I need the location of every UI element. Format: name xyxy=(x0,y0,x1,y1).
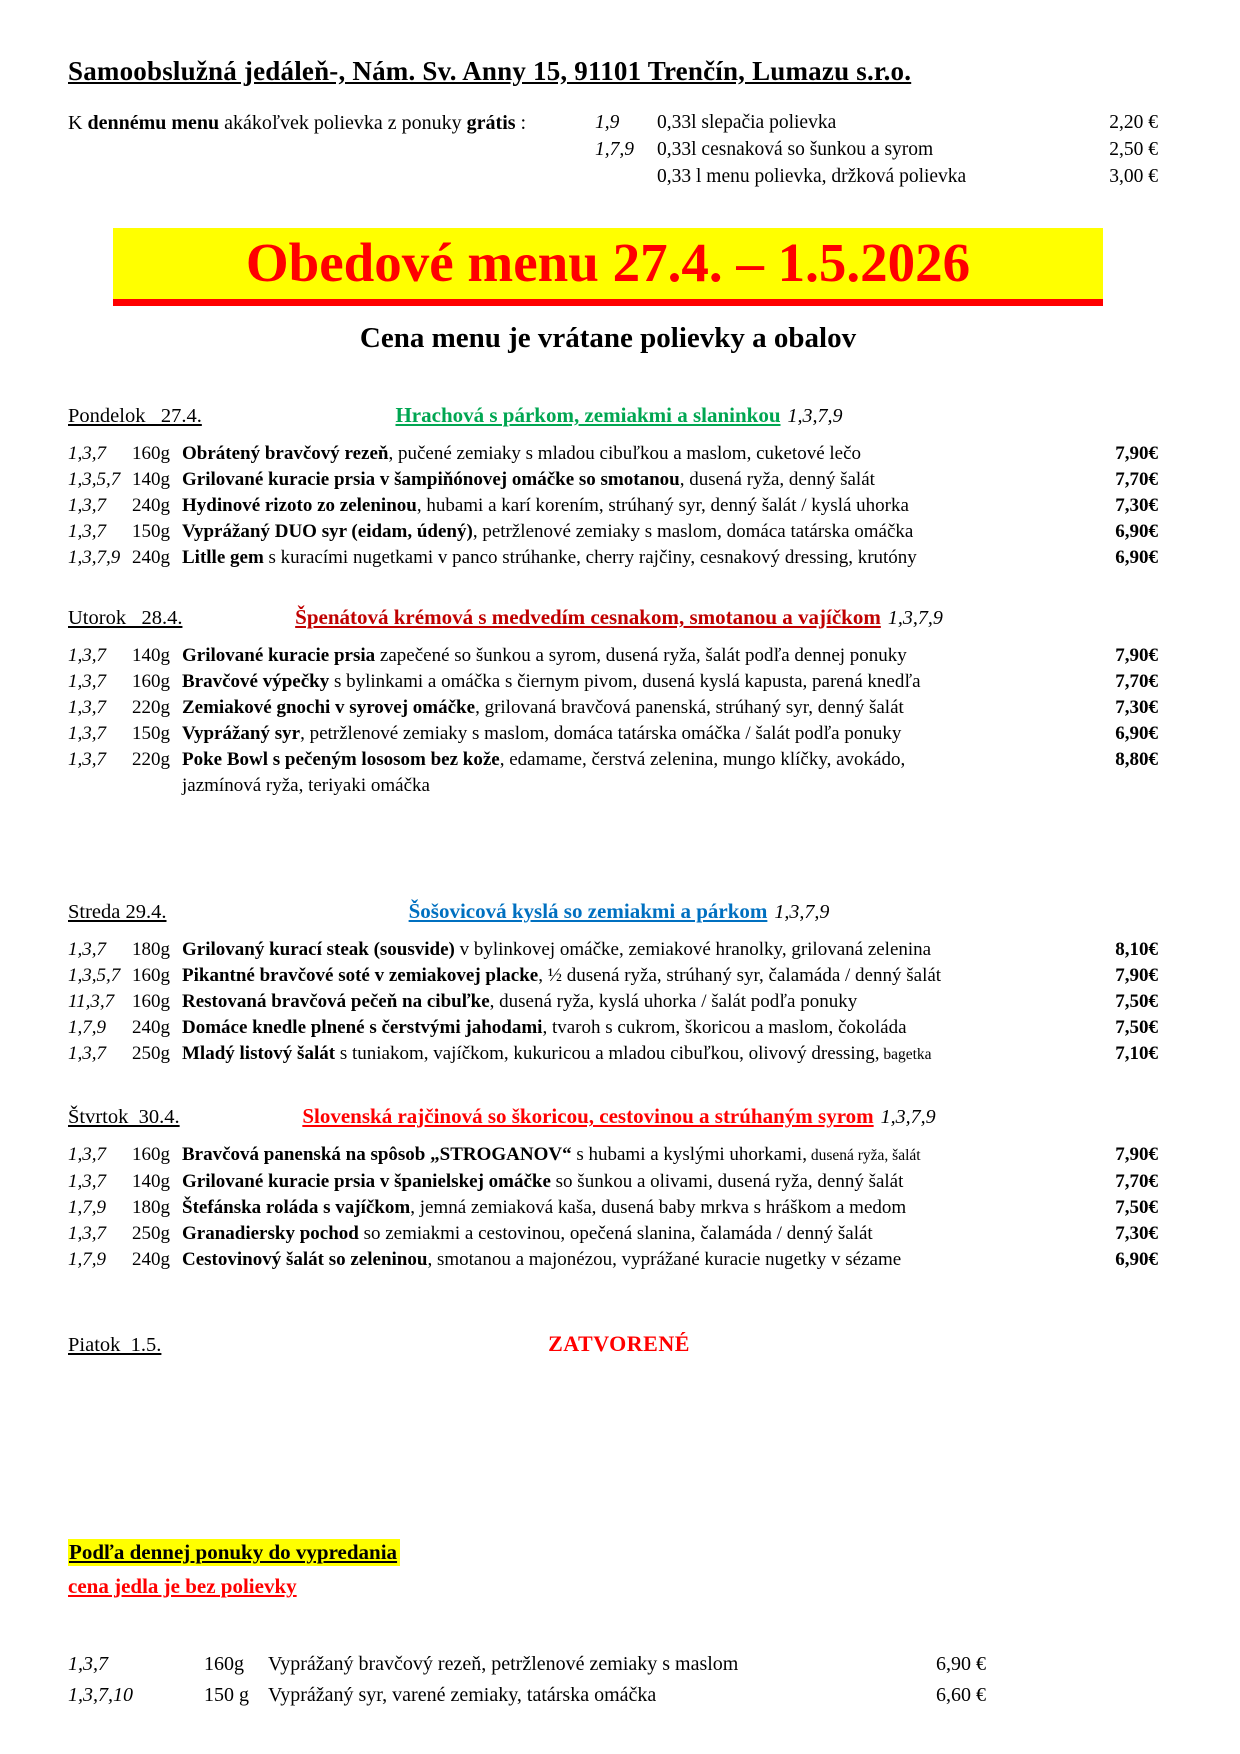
item-price: 6,90€ xyxy=(1115,547,1158,568)
item-allergens: 1,7,9 xyxy=(68,1017,106,1038)
item-rest: s kuracími nugetkami v panco strúhanke, cherry rajčiny, cesnakový dressing, krutóny xyxy=(263,547,917,568)
footer-note-availability: Podľa dennej ponuky do vypredania xyxy=(68,1539,400,1566)
closed-day-row xyxy=(68,1331,1158,1357)
item-weight: 220g xyxy=(132,697,170,718)
item-allergens: 1,3,7 xyxy=(68,1144,106,1165)
day-items xyxy=(68,441,1158,571)
menu-item-row xyxy=(68,963,1158,989)
item-weight: 160g xyxy=(132,991,170,1012)
menu-item-row xyxy=(68,519,1158,545)
soup-offer-intro xyxy=(68,109,595,190)
menu-item-row xyxy=(68,1247,1158,1273)
item-price: 8,80€ xyxy=(1115,749,1158,770)
item-allergens: 1,3,7 xyxy=(68,671,106,692)
footer-section xyxy=(68,1535,1158,1711)
item-description xyxy=(182,669,1096,695)
item-name: Granadiersky pochod xyxy=(182,1223,359,1244)
closed-day-name: Piatok 1.5. xyxy=(68,1334,162,1356)
item-description xyxy=(182,441,1096,467)
item-description xyxy=(182,1015,1096,1041)
item-allergens: 1,3,7 xyxy=(68,1043,106,1064)
footer-item-weight: 160g xyxy=(204,1653,244,1675)
menu-item-row xyxy=(68,467,1158,493)
item-price: 7,50€ xyxy=(1115,1017,1158,1038)
day-name: Streda 29.4. xyxy=(68,901,167,923)
day-soup-wrap xyxy=(210,1104,1158,1129)
item-name: Štefánska roláda s vajíčkom xyxy=(182,1197,411,1218)
footer-item-weight: 150 g xyxy=(204,1684,249,1706)
item-weight: 250g xyxy=(132,1223,170,1244)
days-container xyxy=(68,403,1158,1273)
item-name: Grilovaný kurací steak (sousvide) xyxy=(182,939,455,960)
footer-items-list xyxy=(68,1649,1158,1711)
item-weight: 240g xyxy=(132,547,170,568)
item-rest: , ½ dusená ryža, strúhaný syr, čalamáda / denný šalát xyxy=(538,965,942,986)
item-description xyxy=(182,643,1096,669)
item-rest: s tuniakom, vajíčkom, kukuricou a mladou cibuľkou, olivový dressing, xyxy=(335,1043,880,1064)
day-header xyxy=(68,1104,1158,1129)
item-allergens: 1,3,7 xyxy=(68,645,106,666)
item-weight: 250g xyxy=(132,1043,170,1064)
item-weight: 240g xyxy=(132,1017,170,1038)
item-description xyxy=(182,1169,1096,1195)
item-name: Bravčová panenská na spôsob „STROGANOV“ xyxy=(182,1144,572,1165)
soup-option-row xyxy=(595,163,1158,190)
item-allergens: 1,3,7 xyxy=(68,495,106,516)
day-name: Štvrtok 30.4. xyxy=(68,1106,180,1128)
item-price: 7,70€ xyxy=(1115,1171,1158,1192)
item-allergens: 1,3,7 xyxy=(68,443,106,464)
menu-title-banner xyxy=(113,228,1103,306)
menu-item-row xyxy=(68,669,1158,695)
item-name: Domáce knedle plnené s čerstvými jahodami xyxy=(182,1017,543,1038)
soup-options-list xyxy=(595,109,1158,190)
item-rest: , petržlenové zemiaky s maslom, domáca tatárska omáčka xyxy=(472,521,914,542)
item-rest: , pučené zemiaky s mladou cibuľkou a maslom, cuketové lečo xyxy=(388,443,862,464)
item-description xyxy=(182,1247,1096,1273)
item-rest: , jemná zemiaková kaša, dusená baby mrkva s hráškom a medom xyxy=(410,1197,907,1218)
item-weight: 150g xyxy=(132,723,170,744)
menu-item-row xyxy=(68,1221,1158,1247)
day-section xyxy=(68,899,1158,1068)
item-rest: s bylinkami a omáčka s čiernym pivom, dusená kyslá kapusta, parená knedľa xyxy=(329,671,921,692)
menu-item-row xyxy=(68,1142,1158,1169)
item-rest: v bylinkovej omáčke, zemiakové hranolky, grilovaná zelenina xyxy=(454,939,932,960)
day-soup-allergens: 1,3,7,9 xyxy=(787,405,843,427)
item-allergens: 1,3,7 xyxy=(68,723,106,744)
item-weight: 240g xyxy=(132,1249,170,1270)
page-title: Samoobslužná jedáleň-, Nám. Sv. Anny 15, 91101 Trenčín, Lumazu s.r.o. xyxy=(68,56,912,86)
item-name: Grilované kuracie prsia v šampiňónovej omáčke so smotanou xyxy=(182,469,680,490)
item-allergens: 1,3,7 xyxy=(68,697,106,718)
item-rest: , dusená ryža, denný šalát xyxy=(679,469,875,490)
day-items xyxy=(68,643,1158,799)
day-name: Pondelok 27.4. xyxy=(68,405,202,427)
day-items xyxy=(68,937,1158,1068)
soup-option-row xyxy=(595,136,1158,163)
soup-option-price: 2,50 € xyxy=(1109,139,1158,160)
item-rest: , petržlenové zemiaky s maslom, domáca tatárska omáčka / šalát podľa ponuky xyxy=(300,723,902,744)
item-rest: , tvaroh s cukrom, škoricou a maslom, čokoláda xyxy=(542,1017,907,1038)
item-rest: so šunkou a olivami, dusená ryža, denný šalát xyxy=(550,1171,904,1192)
menu-item-row xyxy=(68,747,1158,799)
item-rest: , grilovaná bravčová panenská, strúhaný syr, denný šalát xyxy=(475,697,904,718)
day-soup-allergens: 1,3,7,9 xyxy=(774,901,830,923)
item-rest: , smotanou a majonézou, vyprážané kuracie nugetky v sézame xyxy=(427,1249,902,1270)
item-rest-line2: jazmínová ryža, teriyaki omáčka xyxy=(182,775,430,796)
soup-option-name: 0,33l slepačia polievka xyxy=(657,112,837,133)
day-soup-title: Špenátová krémová s medvedím cesnakom, smotanou a vajíčkom xyxy=(295,605,881,629)
item-rest-small: dusená ryža, šalát xyxy=(806,1147,921,1164)
soup-option-allergens xyxy=(595,163,657,190)
day-soup-allergens: 1,3,7,9 xyxy=(880,1106,936,1128)
item-rest: s hubami a kyslými uhorkami, xyxy=(571,1144,807,1165)
footer-note-line-2 xyxy=(68,1569,1158,1603)
item-allergens: 1,3,5,7 xyxy=(68,965,121,986)
day-soup-wrap xyxy=(210,899,1158,924)
item-rest-small: bagetka xyxy=(879,1046,932,1063)
item-description xyxy=(182,747,1096,799)
footer-item-row xyxy=(68,1680,1158,1711)
item-description xyxy=(182,1195,1096,1221)
item-weight: 140g xyxy=(132,1171,170,1192)
item-rest: , dusená ryža, kyslá uhorka / šalát podľa ponuky xyxy=(489,991,858,1012)
item-price: 6,90€ xyxy=(1115,1249,1158,1270)
item-allergens: 1,3,7,9 xyxy=(68,547,121,568)
item-description xyxy=(182,1142,1096,1169)
menu-item-row xyxy=(68,937,1158,963)
item-description xyxy=(182,721,1096,747)
day-soup-wrap xyxy=(210,605,1158,630)
day-header xyxy=(68,403,1158,428)
menu-item-row xyxy=(68,643,1158,669)
item-price: 7,50€ xyxy=(1115,991,1158,1012)
soup-option-name: 0,33l cesnaková so šunkou a syrom xyxy=(657,139,934,160)
menu-item-row xyxy=(68,1169,1158,1195)
footer-item-allergens: 1,3,7,10 xyxy=(68,1684,133,1706)
item-price: 7,30€ xyxy=(1115,697,1158,718)
item-name: Zemiakové gnochi v syrovej omáčke xyxy=(182,697,476,718)
item-price: 7,70€ xyxy=(1115,671,1158,692)
footer-item-price: 6,90 € xyxy=(936,1653,986,1675)
item-weight: 160g xyxy=(132,443,170,464)
item-price: 7,90€ xyxy=(1115,965,1158,986)
item-name: Bravčové výpečky xyxy=(182,671,330,692)
item-allergens: 1,3,7 xyxy=(68,521,106,542)
item-name: Vyprážaný syr xyxy=(182,723,301,744)
item-price: 7,90€ xyxy=(1115,645,1158,666)
item-description xyxy=(182,467,1096,493)
item-weight: 160g xyxy=(132,965,170,986)
item-allergens: 1,7,9 xyxy=(68,1249,106,1270)
item-name: Hydinové rizoto zo zeleninou xyxy=(182,495,417,516)
item-description xyxy=(182,493,1096,519)
soup-option-price: 2,20 € xyxy=(1109,112,1158,133)
day-header xyxy=(68,899,1158,924)
footer-item-name: Vyprážaný syr, varené zemiaky, tatárska omáčka xyxy=(268,1684,657,1706)
soup-intro-text-2: akákoľvek polievka z ponuky xyxy=(219,112,467,134)
item-allergens: 1,7,9 xyxy=(68,1197,106,1218)
item-allergens: 1,3,7 xyxy=(68,1223,106,1244)
item-weight: 140g xyxy=(132,469,170,490)
day-section xyxy=(68,605,1158,799)
day-soup-title: Hrachová s párkom, zemiakmi a slaninkou xyxy=(395,403,781,427)
footer-item-allergens: 1,3,7 xyxy=(68,1653,108,1675)
item-description xyxy=(182,989,1096,1015)
day-name: Utorok 28.4. xyxy=(68,607,183,629)
soup-intro-text-3: : xyxy=(515,112,527,134)
soup-option-allergens: 1,7,9 xyxy=(595,139,634,160)
day-header xyxy=(68,605,1158,630)
soup-intro-bold-2: grátis xyxy=(466,112,516,134)
item-price: 8,10€ xyxy=(1115,939,1158,960)
item-description xyxy=(182,1041,1096,1068)
soup-option-row xyxy=(595,109,1158,136)
item-description xyxy=(182,519,1096,545)
menu-item-row xyxy=(68,721,1158,747)
item-rest: so zemiakmi a cestovinou, opečená slanina, čalamáda / denný šalát xyxy=(358,1223,873,1244)
soup-option-price: 3,00 € xyxy=(1109,166,1158,187)
item-name: Cestovinový šalát so zeleninou xyxy=(182,1249,428,1270)
item-name: Poke Bowl s pečeným lososom bez kože xyxy=(182,749,500,770)
item-allergens: 1,3,7 xyxy=(68,1171,106,1192)
item-price: 7,70€ xyxy=(1115,469,1158,490)
item-allergens: 1,3,7 xyxy=(68,939,106,960)
item-rest: , edamame, čerstvá zelenina, mungo klíčky, avokádo, xyxy=(499,749,906,770)
item-description xyxy=(182,695,1096,721)
item-name: Mladý listový šalát xyxy=(182,1043,336,1064)
item-name: Obrátený bravčový rezeň xyxy=(182,443,389,464)
item-weight: 150g xyxy=(132,521,170,542)
soup-intro-bold-1: dennému menu xyxy=(87,112,220,134)
menu-item-row xyxy=(68,493,1158,519)
item-weight: 160g xyxy=(132,1144,170,1165)
menu-title-text: Obedové menu 27.4. – 1.5.2026 xyxy=(245,232,971,293)
item-rest: , hubami a karí korením, strúhaný syr, denný šalát / kyslá uhorka xyxy=(416,495,909,516)
item-price: 6,90€ xyxy=(1115,521,1158,542)
item-name: Pikantné bravčové soté v zemiakovej placke xyxy=(182,965,539,986)
menu-item-row xyxy=(68,1195,1158,1221)
item-description xyxy=(182,545,1096,571)
item-allergens: 1,3,5,7 xyxy=(68,469,121,490)
footer-item-name: Vyprážaný bravčový rezeň, petržlenové zemiaky s maslom xyxy=(268,1653,739,1675)
item-weight: 220g xyxy=(132,749,170,770)
soup-intro-text-1: K xyxy=(68,112,88,134)
menu-item-row xyxy=(68,695,1158,721)
day-items xyxy=(68,1142,1158,1273)
footer-item-row xyxy=(68,1649,1158,1680)
closed-day-label: ZATVORENÉ xyxy=(548,1331,690,1356)
item-rest: zapečené so šunkou a syrom, dusená ryža, šalát podľa dennej ponuky xyxy=(375,645,907,666)
day-soup-title: Šošovicová kyslá so zemiakmi a párkom xyxy=(408,899,768,923)
item-price: 7,90€ xyxy=(1115,443,1158,464)
item-weight: 140g xyxy=(132,645,170,666)
footer-note-line-1 xyxy=(68,1535,1158,1569)
menu-subtitle: Cena menu je vrátane polievky a obalov xyxy=(359,322,857,354)
menu-item-row xyxy=(68,1041,1158,1068)
item-name: Grilované kuracie prsia xyxy=(182,645,376,666)
item-price: 7,30€ xyxy=(1115,495,1158,516)
soup-option-allergens: 1,9 xyxy=(595,112,620,133)
day-soup-title: Slovenská rajčinová so škoricou, cestovinou a strúhaným syrom xyxy=(302,1104,874,1128)
item-name: Vyprážaný DUO syr (eidam, údený) xyxy=(182,521,473,542)
item-description xyxy=(182,963,1096,989)
menu-item-row xyxy=(68,441,1158,467)
item-weight: 160g xyxy=(132,671,170,692)
item-description xyxy=(182,1221,1096,1247)
day-section xyxy=(68,1104,1158,1273)
item-price: 6,90€ xyxy=(1115,723,1158,744)
footer-note-no-soup: cena jedla je bez polievky xyxy=(68,1574,297,1598)
item-price: 7,90€ xyxy=(1115,1144,1158,1165)
footer-item-price: 6,60 € xyxy=(936,1684,986,1706)
day-section xyxy=(68,403,1158,571)
item-price: 7,10€ xyxy=(1115,1043,1158,1064)
item-weight: 180g xyxy=(132,939,170,960)
item-name: Restovaná bravčová pečeň na cibuľke xyxy=(182,991,490,1012)
item-weight: 240g xyxy=(132,495,170,516)
item-description xyxy=(182,937,1096,963)
menu-item-row xyxy=(68,989,1158,1015)
menu-item-row xyxy=(68,1015,1158,1041)
item-allergens: 1,3,7 xyxy=(68,749,106,770)
day-soup-wrap xyxy=(210,403,1158,428)
item-price: 7,30€ xyxy=(1115,1223,1158,1244)
item-name: Grilované kuracie prsia v španielskej omáčke xyxy=(182,1171,551,1192)
soup-offer-section xyxy=(68,109,1158,190)
item-allergens: 11,3,7 xyxy=(68,991,115,1012)
item-weight: 180g xyxy=(132,1197,170,1218)
soup-option-name: 0,33 l menu polievka, držková polievka xyxy=(657,166,967,187)
item-price: 7,50€ xyxy=(1115,1197,1158,1218)
day-soup-allergens: 1,3,7,9 xyxy=(887,607,943,629)
menu-item-row xyxy=(68,545,1158,571)
item-name: Litlle gem xyxy=(182,547,264,568)
